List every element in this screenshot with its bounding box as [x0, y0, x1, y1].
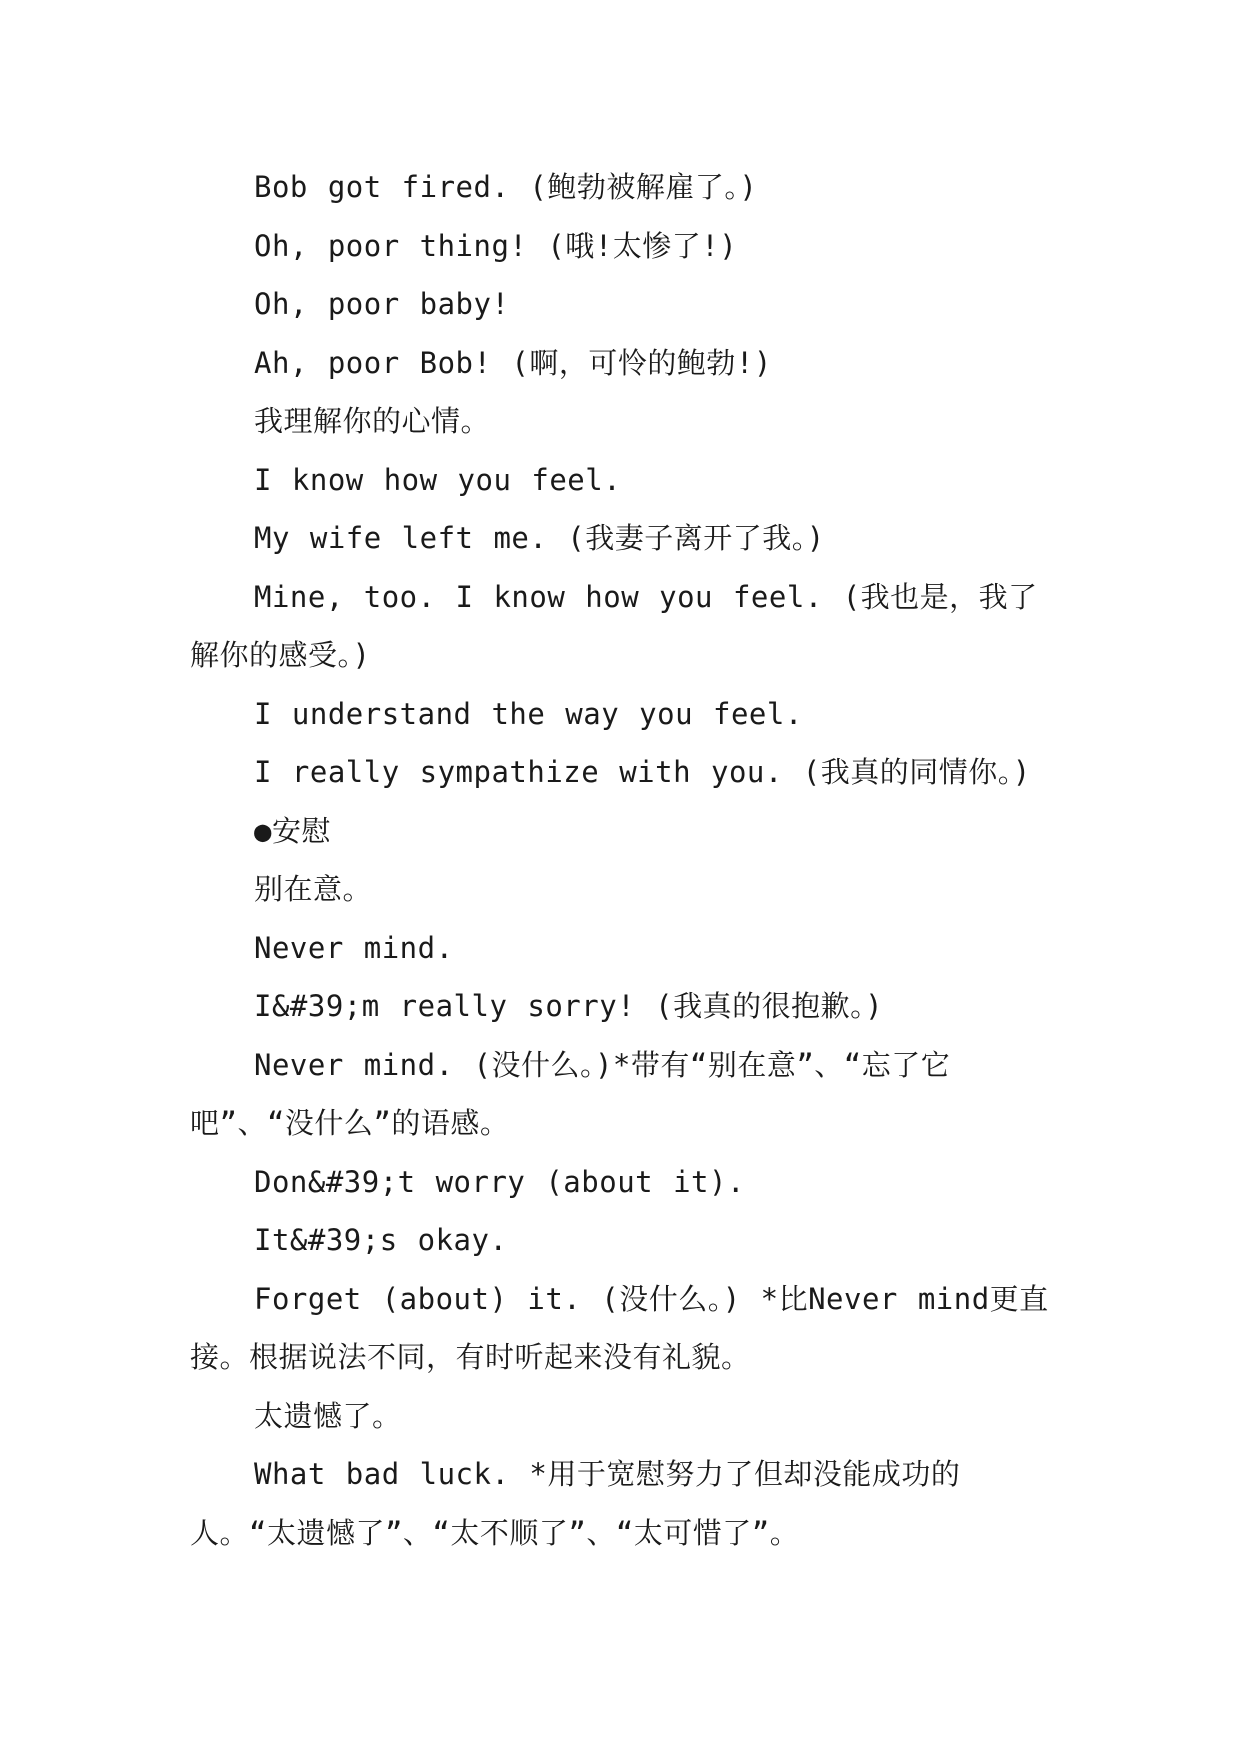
- paragraph-13: Never mind.: [254, 930, 454, 965]
- paragraph-7: My wife left me. (我妻子离开了我。): [254, 521, 825, 555]
- paragraph-17: It&#39;s okay.: [254, 1223, 508, 1257]
- paragraph-20: What bad luck. *用于宽慰努力了但却没能成功的人。“太遗憾了”、“太不顺了”、“太可惜了”。: [190, 1457, 961, 1550]
- paragraph-10: I really sympathize with you. (我真的同情你。): [254, 755, 1031, 789]
- paragraph-18: Forget (about) it. (没什么。) *比Never mind更直接。根据说法不同，有时听起来没有礼貌。: [190, 1281, 1049, 1374]
- paragraph-3: Oh, poor baby!: [254, 287, 510, 321]
- paragraph-8: Mine, too. I know how you feel. (我也是，我了解你的感受。): [190, 579, 1038, 672]
- paragraph-19: 太遗憾了。: [254, 1398, 402, 1433]
- paragraph-1: Bob got fired. (鲍勃被解雇了。): [254, 170, 758, 204]
- paragraph-9: I understand the way you feel.: [254, 696, 803, 731]
- paragraph-16: Don&#39;t worry (about it).: [254, 1164, 745, 1199]
- section-heading-comfort: ●安慰: [254, 813, 331, 848]
- document-body: [190, 158, 1060, 1562]
- paragraph-2: Oh, poor thing! (哦!太惨了!): [254, 228, 738, 263]
- paragraph-4: Ah, poor Bob! (啊，可怜的鲍勃!): [254, 345, 772, 380]
- paragraph-15: Never mind. (没什么。)*带有“别在意”、“忘了它吧”、“没什么”的语感。: [190, 1047, 951, 1140]
- paragraph-6: I know how you feel.: [254, 462, 622, 497]
- paragraph-5: 我理解你的心情。: [254, 404, 491, 438]
- paragraph-14: I&#39;m really sorry! (我真的很抱歉。): [254, 989, 884, 1023]
- paragraph-12: 别在意。: [254, 872, 373, 906]
